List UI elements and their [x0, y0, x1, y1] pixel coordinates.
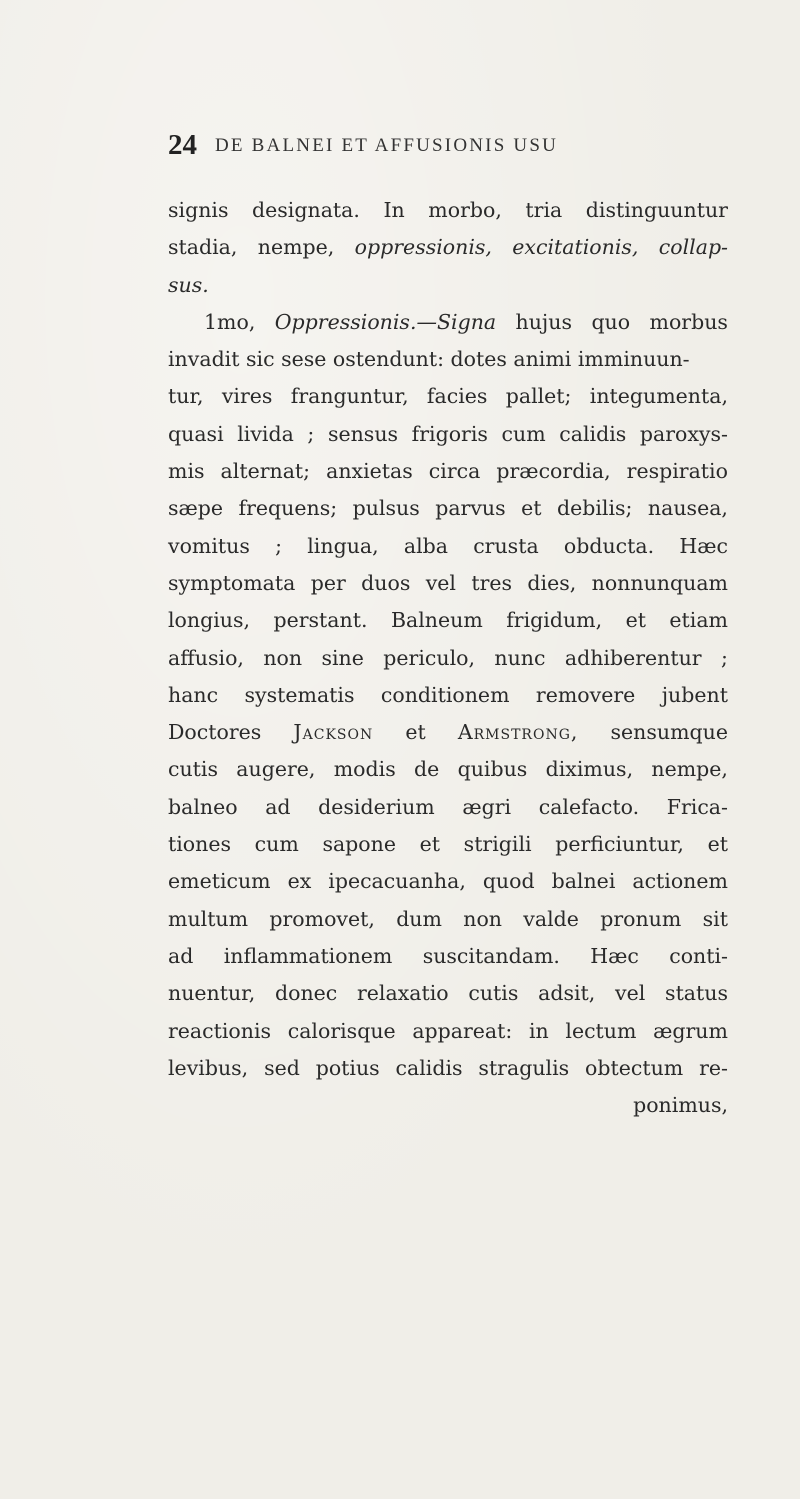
- word: sæpe: [168, 496, 224, 521]
- word: calidis: [559, 421, 627, 446]
- word: valde: [523, 906, 579, 931]
- word: dies,: [527, 570, 577, 595]
- word: promovet,: [269, 906, 375, 931]
- word: quod: [482, 869, 535, 894]
- word: nempe,: [651, 757, 728, 782]
- word: vires: [221, 384, 273, 409]
- text-line-7: [168, 416, 728, 453]
- word: adhiberentur: [564, 645, 702, 670]
- word: alba: [403, 533, 448, 558]
- text-line-24: [168, 1050, 728, 1087]
- word: augere,: [236, 757, 316, 782]
- word: circa: [428, 459, 481, 484]
- word: designata.: [252, 198, 360, 222]
- word: et: [419, 832, 441, 857]
- small-caps-word: Jackson: [293, 720, 374, 745]
- word: Hæc: [590, 943, 639, 968]
- text-line-20: [168, 901, 728, 938]
- text-line-1: [168, 192, 728, 229]
- word: affusio,: [168, 645, 244, 670]
- word: crusta: [473, 533, 539, 558]
- word: sit: [702, 906, 728, 931]
- word: sapone: [322, 832, 396, 857]
- word: nuentur,: [168, 981, 256, 1006]
- word: sed: [264, 1055, 300, 1080]
- word: ex: [287, 869, 312, 894]
- word: paroxys-: [639, 421, 728, 446]
- word: longius,: [168, 608, 251, 633]
- text-line-21: [168, 938, 728, 975]
- word: appareat:: [412, 1018, 513, 1043]
- word: respiratio: [626, 459, 728, 484]
- text-line-14: [168, 677, 728, 714]
- word: debilis;: [556, 496, 633, 521]
- running-head-title: DE BALNEI ET AFFUSIONIS USU: [215, 135, 559, 156]
- word: sensumque: [610, 720, 728, 745]
- word: lectum: [565, 1018, 637, 1043]
- word: ægri: [462, 794, 512, 819]
- word: tiones: [168, 832, 231, 857]
- word: ægrum: [653, 1018, 728, 1043]
- word: etiam: [669, 608, 728, 633]
- text-line-5: [168, 341, 728, 378]
- word: de: [414, 757, 440, 782]
- word: calefacto.: [538, 794, 640, 819]
- word: balnei: [551, 869, 616, 894]
- italic-word: Oppressionis.—Signa: [274, 309, 497, 334]
- text-line-22: [168, 975, 728, 1012]
- word: in: [528, 1018, 549, 1043]
- word: tres: [471, 570, 513, 595]
- italic-word: excitationis,: [512, 235, 639, 260]
- word: pronum: [600, 906, 682, 931]
- text-line-8: [168, 453, 728, 490]
- word: hanc: [168, 682, 219, 707]
- word: pulsus: [352, 496, 420, 521]
- catchword-line: [168, 1087, 728, 1124]
- word: frigoris: [411, 421, 488, 446]
- word: conditionem: [380, 682, 510, 707]
- word: balneo: [168, 794, 238, 819]
- word: cutis: [168, 757, 218, 782]
- text-line-17: [168, 789, 728, 826]
- word: removere: [535, 682, 636, 707]
- word: nausea,: [647, 496, 728, 521]
- word: nonnunquam: [591, 570, 728, 595]
- word: ipecacuanha,: [328, 869, 466, 894]
- word: re-: [699, 1055, 728, 1080]
- word: Hæc: [679, 533, 728, 558]
- word: lingua,: [307, 533, 379, 558]
- word: et: [521, 496, 542, 521]
- word: signis: [168, 198, 229, 222]
- text-line-9: [168, 490, 728, 527]
- word: calorisque: [287, 1018, 396, 1043]
- italic-word: collap-: [658, 235, 728, 260]
- word: morbus: [649, 309, 728, 334]
- word: periculo,: [383, 645, 475, 670]
- word: perstant.: [273, 608, 368, 633]
- word: vel: [615, 981, 646, 1006]
- italic-word: sus.: [168, 272, 209, 297]
- text-line-10: [168, 528, 728, 565]
- word: vel: [425, 570, 456, 595]
- word: frequens;: [238, 496, 338, 521]
- word: cum: [254, 832, 299, 857]
- word: desiderium: [318, 794, 435, 819]
- word: emeticum: [168, 869, 271, 894]
- word: tria: [525, 198, 563, 222]
- word: nunc: [494, 645, 546, 670]
- word: relaxatio: [357, 981, 449, 1006]
- word: Balneum: [390, 608, 483, 633]
- word: 1mo,: [204, 309, 256, 334]
- word: facies: [426, 384, 488, 409]
- word: et: [405, 720, 426, 745]
- word: duos: [361, 570, 411, 595]
- word: multum: [168, 906, 249, 931]
- word: quasi: [168, 421, 224, 446]
- text-line-23: [168, 1013, 728, 1050]
- body-text: [168, 192, 728, 1124]
- word: modis: [333, 757, 396, 782]
- word: integumenta,: [589, 384, 728, 409]
- word: anxietas: [326, 459, 413, 484]
- text-line-19: [168, 863, 728, 900]
- word: nempe,: [257, 235, 335, 260]
- word: stragulis: [478, 1055, 570, 1080]
- word: perficiuntur,: [555, 832, 684, 857]
- word: dum: [396, 906, 442, 931]
- word: potius: [315, 1055, 380, 1080]
- text-line-12: [168, 602, 728, 639]
- word: obtectum: [585, 1055, 684, 1080]
- word: ;: [307, 421, 315, 446]
- word: alternat;: [220, 459, 311, 484]
- word: præcordia,: [496, 459, 611, 484]
- catchword: ponimus,: [633, 1093, 728, 1118]
- word: systematis: [244, 682, 355, 707]
- word: sine: [321, 645, 364, 670]
- word: quo: [591, 309, 631, 334]
- word: ;: [721, 645, 728, 670]
- word: ad: [265, 794, 291, 819]
- word: ;: [275, 533, 283, 558]
- text-line-4: [168, 304, 728, 341]
- word: non: [263, 645, 303, 670]
- word: Doctores: [168, 720, 262, 745]
- running-head: [168, 129, 728, 173]
- word: In: [383, 198, 405, 222]
- word: jubent: [661, 682, 728, 707]
- word: obducta.: [563, 533, 655, 558]
- word: pallet;: [505, 384, 572, 409]
- word: symptomata: [168, 570, 296, 595]
- word: cum: [501, 421, 546, 446]
- word: diximus,: [545, 757, 634, 782]
- word: et: [707, 832, 728, 857]
- word: Frica-: [666, 794, 728, 819]
- word: suscitandam.: [422, 943, 560, 968]
- word: invadit sic sese ostendunt: dotes animi imminuun-: [168, 347, 690, 372]
- word: adsit,: [538, 981, 596, 1006]
- word: vomitus: [168, 533, 250, 558]
- word: inflammationem: [223, 943, 393, 968]
- small-caps-word: Armstrong,: [457, 720, 579, 745]
- word: reactionis: [168, 1018, 272, 1043]
- word: hujus: [515, 309, 573, 334]
- text-line-6: [168, 378, 728, 415]
- page-number: 24: [168, 129, 197, 161]
- word: franguntur,: [290, 384, 409, 409]
- word: stadia,: [168, 235, 238, 260]
- word: calidis: [395, 1055, 463, 1080]
- word: conti-: [669, 943, 728, 968]
- text-line-2: [168, 229, 728, 266]
- italic-word: oppressionis,: [354, 235, 492, 260]
- word: non: [463, 906, 502, 931]
- word: donec: [274, 981, 338, 1006]
- text-line-3: [168, 267, 728, 304]
- text-line-18: [168, 826, 728, 863]
- word: cutis: [468, 981, 519, 1006]
- word: quibus: [457, 757, 528, 782]
- word: levibus,: [168, 1055, 249, 1080]
- word: actionem: [632, 869, 728, 894]
- word: strigili: [463, 832, 532, 857]
- text-line-15: [168, 714, 728, 751]
- word: frigidum,: [506, 608, 603, 633]
- word: per: [310, 570, 346, 595]
- text-line-16: [168, 751, 728, 788]
- word: et: [625, 608, 646, 633]
- word: parvus: [435, 496, 506, 521]
- word: status: [665, 981, 728, 1006]
- text-line-13: [168, 640, 728, 677]
- word: ad: [168, 943, 194, 968]
- word: livida: [237, 421, 294, 446]
- word: tur,: [168, 384, 204, 409]
- text-line-11: [168, 565, 728, 602]
- word: mis: [168, 459, 205, 484]
- word: morbo,: [428, 198, 502, 222]
- word: sensus: [327, 421, 399, 446]
- word: distinguuntur: [585, 198, 728, 222]
